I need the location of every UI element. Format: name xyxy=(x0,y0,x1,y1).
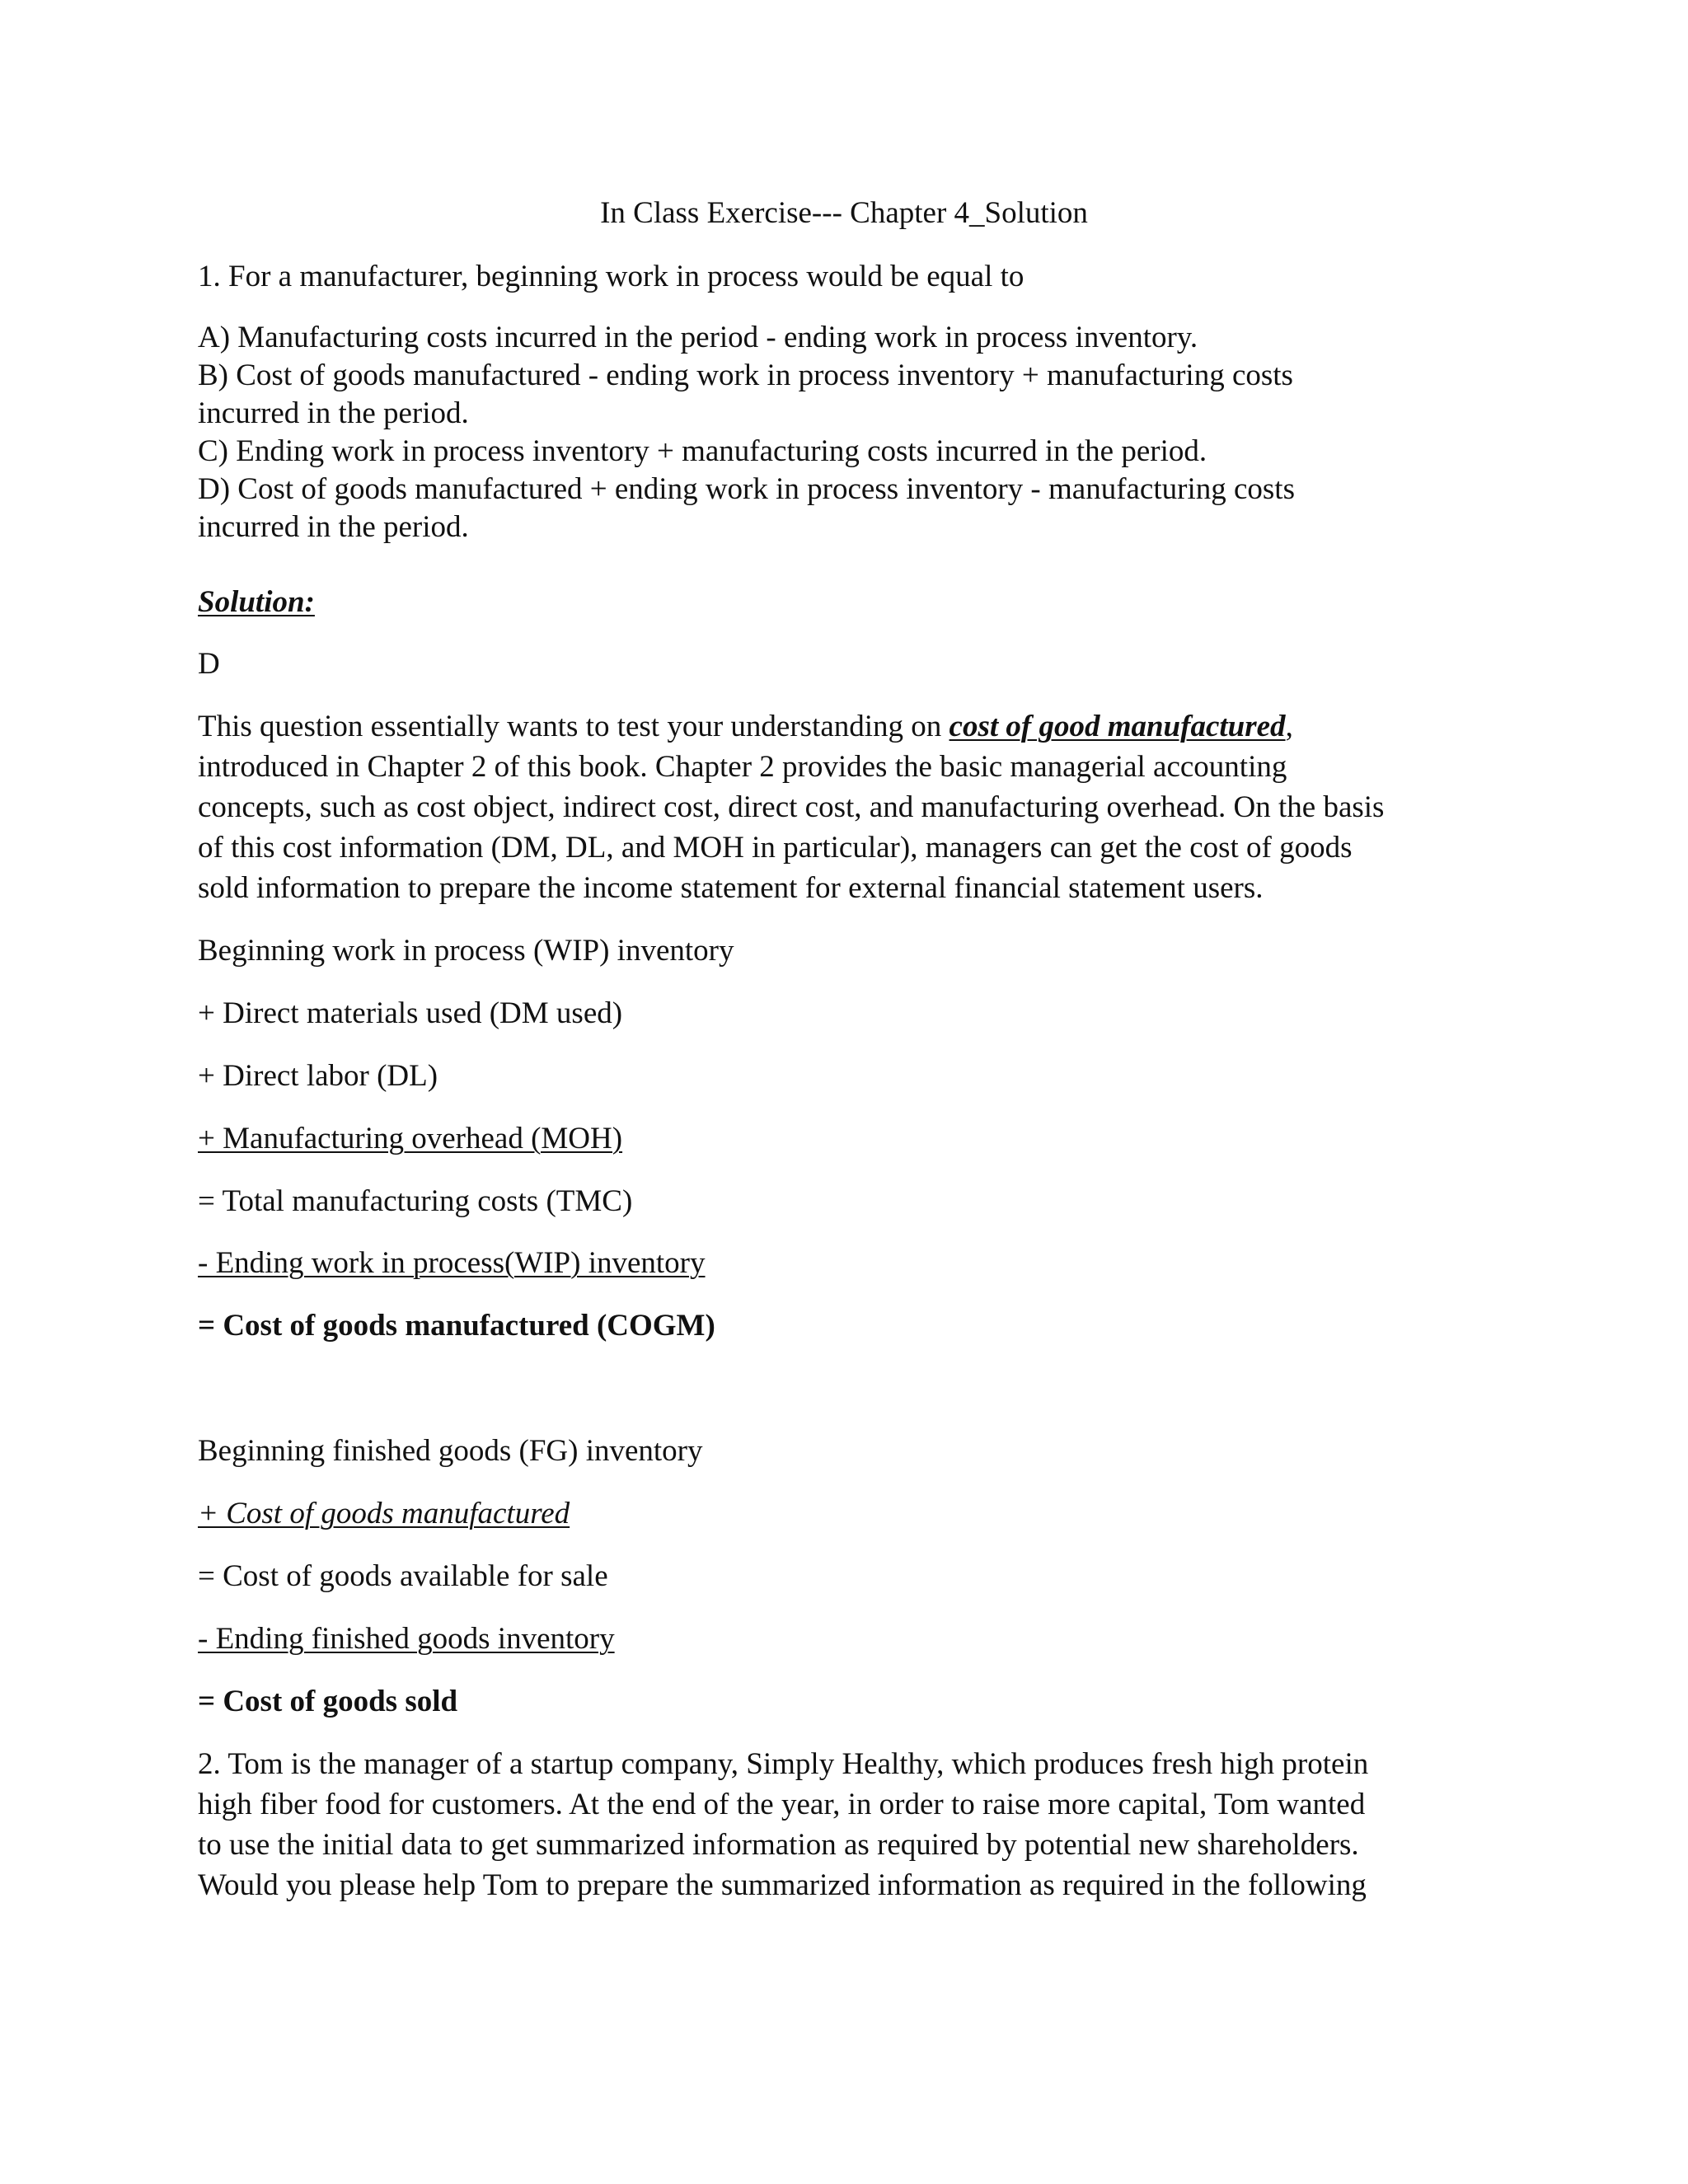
cogs-ending-fg: - Ending finished goods inventory xyxy=(198,1622,615,1656)
option-b: B) Cost of goods manufactured - ending work in process inventory + manufacturing costs xyxy=(198,359,1293,392)
explanation-line-1 xyxy=(198,708,1293,746)
explanation-line-2: introduced in Chapter 2 of this book. Chapter 2 provides the basic managerial accounting xyxy=(198,750,1287,784)
page-title: In Class Exercise--- Chapter 4_Solution xyxy=(600,196,1088,230)
cogm-direct-materials: + Direct materials used (DM used) xyxy=(198,996,623,1030)
cogm-ending-wip: - Ending work in process(WIP) inventory xyxy=(198,1246,706,1280)
question-2-line-2: high fiber food for customers. At the end of the year, in order to raise more capital, Tom wanted xyxy=(198,1788,1366,1821)
explanation-intro: This question essentially wants to test your understanding on xyxy=(198,710,950,743)
cogm-direct-labor: + Direct labor (DL) xyxy=(198,1059,438,1093)
explanation-line-4: of this cost information (DM, DL, and MOH in particular), managers can get the cost of goods xyxy=(198,831,1353,865)
cogs-beginning-fg: Beginning finished goods (FG) inventory xyxy=(198,1434,703,1468)
explanation-emphasis: cost of good manufactured xyxy=(949,710,1286,743)
explanation-line-3: concepts, such as cost object, indirect cost, direct cost, and manufacturing overhead. On the basis xyxy=(198,790,1385,824)
cogm-total-manufacturing-costs: = Total manufacturing costs (TMC) xyxy=(198,1184,633,1218)
answer-letter: D xyxy=(198,647,220,681)
question-2-line-3: to use the initial data to get summarized information as required by potential new shareholders. xyxy=(198,1828,1359,1862)
solution-heading: Solution: xyxy=(198,585,315,619)
explanation-line-5: sold information to prepare the income statement for external financial statement users. xyxy=(198,871,1264,905)
option-a: A) Manufacturing costs incurred in the period - ending work in process inventory. xyxy=(198,321,1198,354)
option-b-continued: incurred in the period. xyxy=(198,396,469,430)
cogs-result: = Cost of goods sold xyxy=(198,1685,458,1718)
cogm-beginning-wip: Beginning work in process (WIP) inventory xyxy=(198,934,734,968)
cogm-result: = Cost of goods manufactured (COGM) xyxy=(198,1309,715,1343)
question-2-line-1: 2. Tom is the manager of a startup company, Simply Healthy, which produces fresh high protein xyxy=(198,1747,1369,1781)
question-2-line-4: Would you please help Tom to prepare the summarized information as required in the following xyxy=(198,1868,1367,1902)
cogs-available-for-sale: = Cost of goods available for sale xyxy=(198,1559,608,1593)
option-c: C) Ending work in process inventory + manufacturing costs incurred in the period. xyxy=(198,434,1207,468)
option-d: D) Cost of goods manufactured + ending work in process inventory - manufacturing costs xyxy=(198,472,1295,506)
cogm-manufacturing-overhead: + Manufacturing overhead (MOH) xyxy=(198,1122,623,1155)
question-1-text: 1. For a manufacturer, beginning work in process would be equal to xyxy=(198,260,1025,293)
cogs-cost-of-goods-manufactured: + Cost of goods manufactured xyxy=(198,1497,570,1530)
option-d-continued: incurred in the period. xyxy=(198,510,469,544)
explanation-comma: , xyxy=(1285,710,1293,743)
